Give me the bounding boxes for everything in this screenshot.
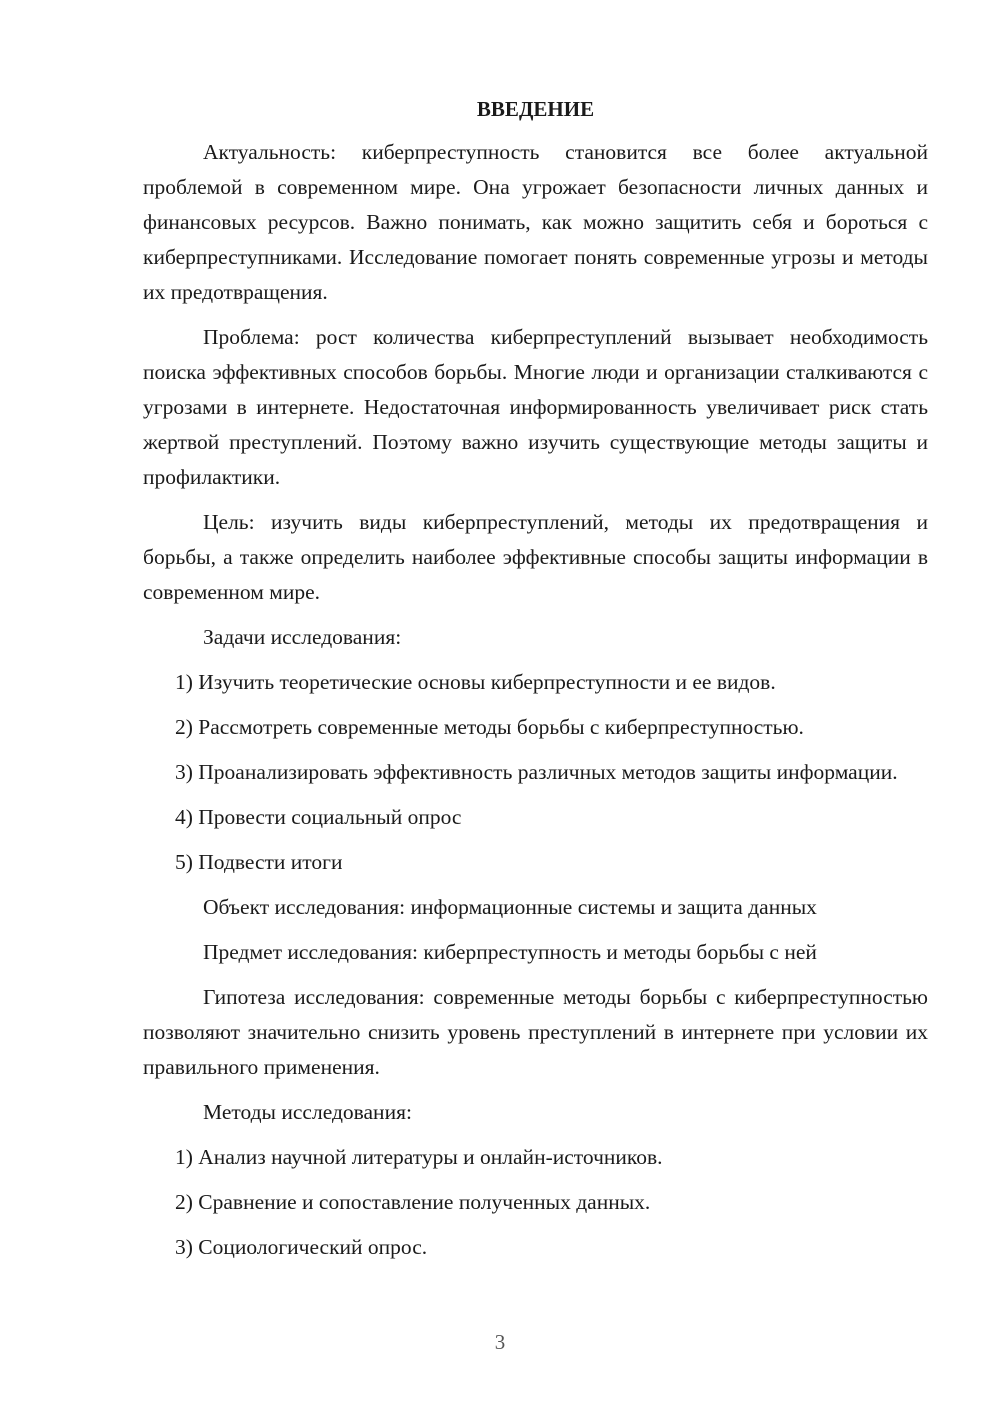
relevance-paragraph: Актуальность: киберпреступность становится все более актуальной проблемой в современном мире. Она угрожает безопасности личных данных и финансовых ресурсов. Важно понимать, как можно защитить себя и бороться с киберпреступниками. Исследование помогает понять современные угрозы и методы их предотвращения. xyxy=(143,140,928,304)
document-page xyxy=(143,92,928,1275)
subject-line: Предмет исследования: киберпреступность и методы борьбы с ней xyxy=(203,940,817,964)
object-line: Объект исследования: информационные системы и защита данных xyxy=(203,895,817,919)
task-item: 5) Подвести итоги xyxy=(175,850,343,874)
page-title: ВВЕДЕНИЕ xyxy=(476,97,595,121)
hypothesis-paragraph: Гипотеза исследования: современные методы борьбы с киберпреступностью позволяют значительно снизить уровень преступлений в интернете при условии их правильного применения. xyxy=(143,985,928,1079)
goal-paragraph: Цель: изучить виды киберпреступлений, методы их предотвращения и борьбы, а также определить наиболее эффективные способы защиты информации в современном мире. xyxy=(143,510,928,604)
method-item: 2) Сравнение и сопоставление полученных данных. xyxy=(175,1190,651,1214)
methods-title: Методы исследования: xyxy=(203,1100,412,1124)
method-item: 1) Анализ научной литературы и онлайн-источников. xyxy=(175,1145,663,1169)
task-item: 4) Провести социальный опрос xyxy=(175,805,462,829)
problem-paragraph: Проблема: рост количества киберпреступлений вызывает необходимость поиска эффективных способов борьбы. Многие люди и организации сталкиваются с угрозами в интернете. Недостаточная информированность увеличивает риск стать жертвой преступлений. Поэтому важно изучить существующие методы защиты и профилактики. xyxy=(143,325,928,489)
task-item: 1) Изучить теоретические основы киберпреступности и ее видов. xyxy=(175,670,776,694)
tasks-title: Задачи исследования: xyxy=(203,625,402,649)
page-number: 3 xyxy=(494,1330,506,1354)
method-item: 3) Социологический опрос. xyxy=(175,1235,428,1259)
task-item: 2) Рассмотреть современные методы борьбы с киберпреступностью. xyxy=(175,715,804,739)
task-item: 3) Проанализировать эффективность различных методов защиты информации. xyxy=(175,760,898,784)
